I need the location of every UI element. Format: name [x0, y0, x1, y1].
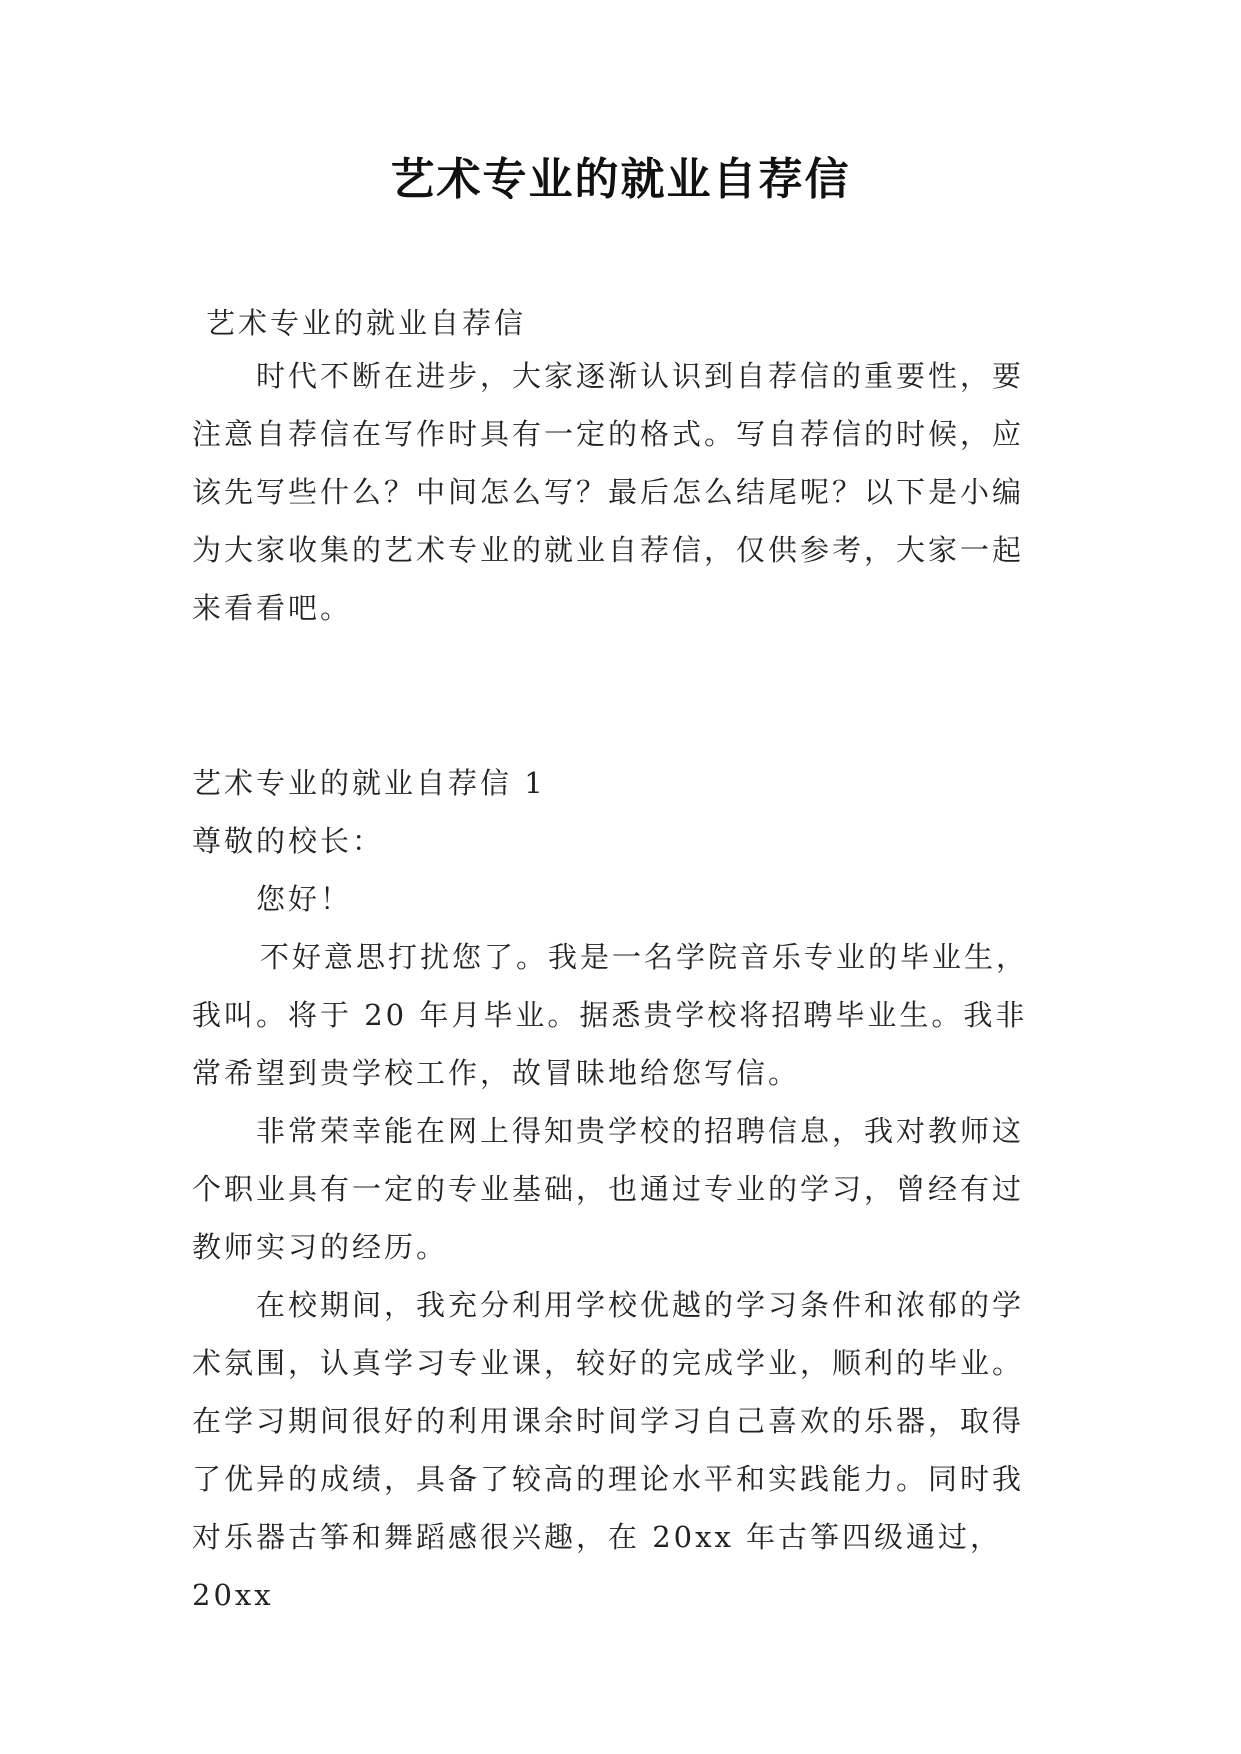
- letter-paragraph-1: 不好意思打扰您了。我是一名学院音乐专业的毕业生，我叫。将于 20 年月毕业。据悉贵学校将招聘毕业生。我非常希望到贵学校工作，故冒昧地给您写信。: [192, 940, 1029, 1090]
- document-subtitle: 艺术专业的就业自荐信: [206, 306, 527, 340]
- letter-paragraph-3: 在校期间，我充分利用学校优越的学习条件和浓郁的学术氛围，认真学习专业课，较好的完成学业，顺利的毕业。在学习期间很好的利用课余时间学习自己喜欢的乐器，取得了优异的成绩，具备了较高的理论水平和实践能力。同时我对乐器古筝和舞蹈感很兴趣，在 20xx 年古筝四级通过，20xx: [192, 1288, 1025, 1612]
- document-title: 艺术专业的就业自荐信: [390, 154, 851, 205]
- letter-paragraph-2: 非常荣幸能在网上得知贵学校的招聘信息，我对教师这个职业具有一定的专业基础，也通过专业的学习，曾经有过教师实习的经历。: [192, 1114, 1025, 1264]
- intro-section: [192, 347, 1052, 637]
- letter-body: [192, 812, 1052, 1624]
- salutation: 尊敬的校长：: [192, 824, 385, 858]
- section-title: 艺术专业的就业自荐信 1: [192, 766, 546, 800]
- greeting: 您好！: [256, 882, 353, 916]
- intro-paragraph: 时代不断在进步，大家逐渐认识到自荐信的重要性，要注意自荐信在写作时具有一定的格式。写自荐信的时候，应该先写些什么？中间怎么写？最后怎么结尾呢？以下是小编为大家收集的艺术专业的就业自荐信，仅供参考，大家一起来看看吧。: [192, 359, 1025, 625]
